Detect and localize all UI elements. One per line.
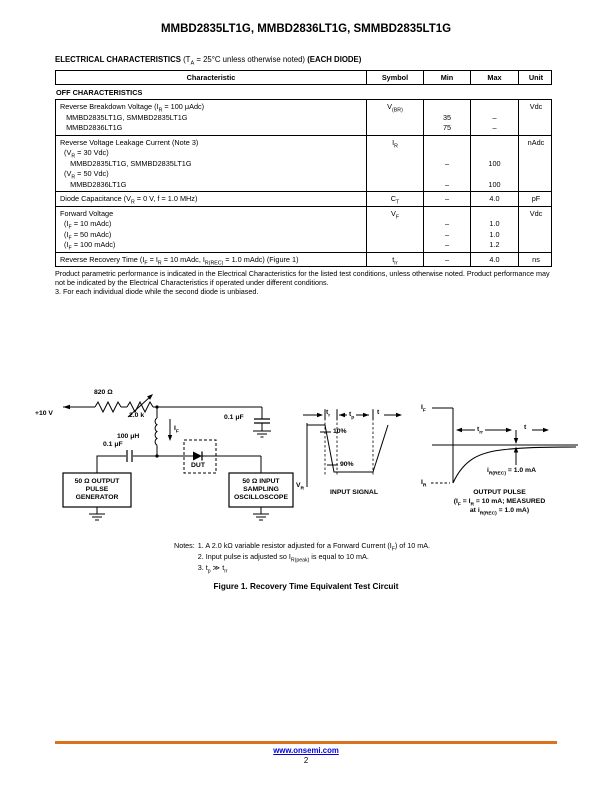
oscilloscope-label: 50 Ω INPUT SAMPLING OSCILLOSCOPE — [233, 478, 288, 501]
table-header-row — [55, 70, 552, 85]
label-vr: $V_R$ — [296, 482, 305, 492]
cell-symbol: $t_{rr}$ — [366, 253, 423, 267]
cell-min: – – — [423, 136, 470, 192]
cell-characteristic — [56, 207, 366, 252]
subsection-off-characteristics: OFF CHARACTERISTICS — [56, 88, 143, 97]
cell-symbol: $I_R$ — [366, 136, 423, 192]
arrow-left-icon — [339, 413, 345, 417]
char-line: ($I_F = 50$ mAdc) — [60, 229, 112, 241]
char-line: ($V_R = 30$ Vdc) — [60, 148, 109, 160]
pulse-generator-label: 50 Ω OUTPUT PULSE GENERATOR — [74, 478, 120, 501]
cell-unit: nAdc — [518, 136, 553, 192]
section-heading-conditions: ($T_A = 25^\circ C$ unless otherwise noted) — [180, 55, 308, 67]
table-row — [56, 252, 551, 267]
output-pulse-caption-2: ($I_F = I_R = 10$ mA; MEASURED — [453, 498, 546, 508]
page-title: MMBD2835LT1G, MMBD2836LT1G, SMMBD2835LT1G — [160, 23, 452, 35]
cell-symbol: $V_F$ — [366, 207, 423, 252]
resistor-2k-variable — [127, 402, 153, 412]
figure-notes — [174, 540, 430, 573]
input-signal-caption: INPUT SIGNAL — [330, 489, 378, 496]
cell-unit: pF — [518, 192, 553, 206]
arrow-down-icon — [514, 438, 518, 444]
resistor-820 — [95, 402, 121, 412]
label-t-output: t — [524, 424, 527, 431]
arrow-down-icon — [168, 435, 172, 441]
cell-min: 35 75 — [423, 100, 470, 135]
cell-characteristic — [56, 136, 366, 192]
cell-max: 1.0 1.0 1.2 — [470, 207, 518, 252]
section-heading-each-diode: (EACH DIODE) — [307, 55, 362, 64]
char-line: MMBD2836LT1G — [60, 123, 123, 132]
cell-characteristic — [56, 100, 366, 135]
char-line: ($I_F = 10$ mAdc) — [60, 219, 112, 231]
table-row — [56, 135, 551, 192]
output-pulse-caption-1: OUTPUT PULSE — [473, 489, 526, 496]
arrow-up-icon — [514, 447, 518, 453]
cell-unit: ns — [518, 253, 553, 267]
figure-caption: Figure 1. Recovery Time Equivalent Test Circuit — [213, 582, 399, 591]
cell-min: – — [423, 192, 470, 206]
cell-min: – — [423, 253, 470, 267]
arrow-right-icon — [543, 428, 549, 432]
table-footnote — [55, 269, 559, 297]
cell-symbol: $V_{(BR)}$ — [366, 100, 423, 135]
footer-link-wrap — [0, 746, 612, 755]
arrow-right-icon — [317, 413, 323, 417]
cell-characteristic: Reverse Recovery Time ($I_F = I_R = 10$ mAdc, $I_{R(REC)} = 1.0$ mAdc) (Figure 1) — [60, 254, 299, 266]
label-10-percent: 10% — [333, 428, 347, 435]
wire — [202, 456, 261, 473]
char-line: MMBD2835LT1G, SMMBD2835LT1G — [60, 158, 192, 168]
arrow-right-icon — [363, 413, 369, 417]
label-tp: $t_p$ — [349, 411, 355, 421]
table-row — [56, 206, 551, 252]
note-2: 2. Input pulse is adjusted so $I_{R(peak)}$ is equal to 10 mA. — [197, 552, 369, 564]
col-header-characteristic: Characteristic — [186, 73, 236, 82]
figure1-circuit-svg — [0, 385, 612, 540]
cell-min: – – – — [423, 207, 470, 252]
char-line: MMBD2836LT1G — [60, 179, 127, 189]
wire — [97, 456, 126, 473]
char-line: Reverse Breakdown Voltage ($I_R = 100$ μAdc) — [60, 102, 205, 114]
label-2k: 2.0 k — [129, 412, 145, 419]
arrow-left-icon — [456, 428, 462, 432]
label-01uf-top: 0.1 μF — [224, 414, 244, 421]
table-body — [55, 99, 552, 267]
label-ir-output: $I_R$ — [421, 479, 427, 489]
inductor-100uh — [155, 418, 157, 445]
label-plus-10v: +10 V — [35, 410, 53, 417]
label-trr: $t_{rr}$ — [477, 426, 484, 436]
label-if-current: $I_F$ — [174, 425, 179, 435]
label-tr: $t_r$ — [326, 409, 331, 419]
onsemi-link[interactable]: www.onsemi.com — [273, 746, 339, 755]
col-header-max: Max — [470, 71, 518, 84]
table-row — [56, 191, 551, 206]
node-dot — [155, 454, 158, 457]
label-100uh: 100 μH — [117, 433, 140, 440]
char-line: MMBD2835LT1G, SMMBD2835LT1G — [60, 112, 188, 122]
notes-prefix: Notes: — [174, 541, 195, 550]
capacitor-01uf-series — [127, 450, 132, 462]
note-1: 1. A 2.0 kΩ variable resistor adjusted for a Forward Current $(I_F)$ of 10 mA. — [197, 541, 431, 553]
figure1-test-circuit — [0, 385, 612, 540]
note-3: 3. $t_p$ ≫ $t_{rr}$ — [197, 563, 228, 575]
char-line: ($V_R = 50$ Vdc) — [60, 169, 109, 181]
label-if-output: $I_F$ — [421, 404, 426, 414]
label-dut: DUT — [191, 462, 205, 469]
output-pulse-caption-3: at $i_{R(REC)} = 1.0$ mA) — [469, 507, 530, 517]
cell-unit: Vdc — [518, 100, 553, 135]
label-820-ohm: 820 Ω — [94, 389, 113, 396]
section-heading-bold: ELECTRICAL CHARACTERISTICS — [55, 55, 181, 64]
label-90-percent: 90% — [340, 461, 354, 468]
arrow-left-icon — [63, 405, 70, 409]
label-irrec: $i_{R(REC)} = 1.0$ mA — [487, 467, 536, 477]
cell-max: 4.0 — [470, 253, 518, 267]
cell-max: 100 100 — [470, 136, 518, 192]
cell-characteristic: Diode Capacitance ($V_R = 0$ V, f = 1.0 MHz) — [60, 194, 198, 206]
char-line: Forward Voltage — [60, 208, 114, 218]
ground-icon — [253, 431, 271, 437]
cell-symbol: $C_T$ — [366, 192, 423, 206]
section-heading — [55, 55, 362, 67]
col-header-unit: Unit — [518, 71, 553, 84]
footnote-paragraph: Product parametric performance is indicated in the Electrical Characteristics for the listed test conditions, unless otherwise noted. Product performance may not be indicated by the Electrical Characteristics if operated under different conditions. — [55, 269, 550, 288]
cell-unit: Vdc — [518, 207, 553, 252]
cell-max: 4.0 — [470, 192, 518, 206]
cell-max: – – — [470, 100, 518, 135]
label-t-input: t — [377, 409, 380, 416]
ground-icon — [253, 514, 269, 520]
char-line: Reverse Voltage Leakage Current (Note 3) — [60, 137, 199, 147]
page-number: 2 — [303, 756, 309, 765]
col-header-symbol: Symbol — [366, 71, 423, 84]
arrow-right-icon — [396, 413, 402, 417]
char-line: ($I_F = 100$ mAdc) — [60, 240, 116, 252]
arrow-right-icon — [506, 428, 512, 432]
col-header-min: Min — [423, 71, 470, 84]
ground-icon — [89, 514, 105, 520]
label-01uf-series: 0.1 μF — [103, 441, 123, 448]
footer-accent-rule — [55, 741, 557, 744]
table-row — [56, 100, 551, 135]
capacitor-01uf-top — [254, 419, 270, 423]
footnote-note3: 3. For each individual diode while the second diode is unbiased. — [55, 287, 259, 297]
diode-icon — [193, 452, 202, 461]
